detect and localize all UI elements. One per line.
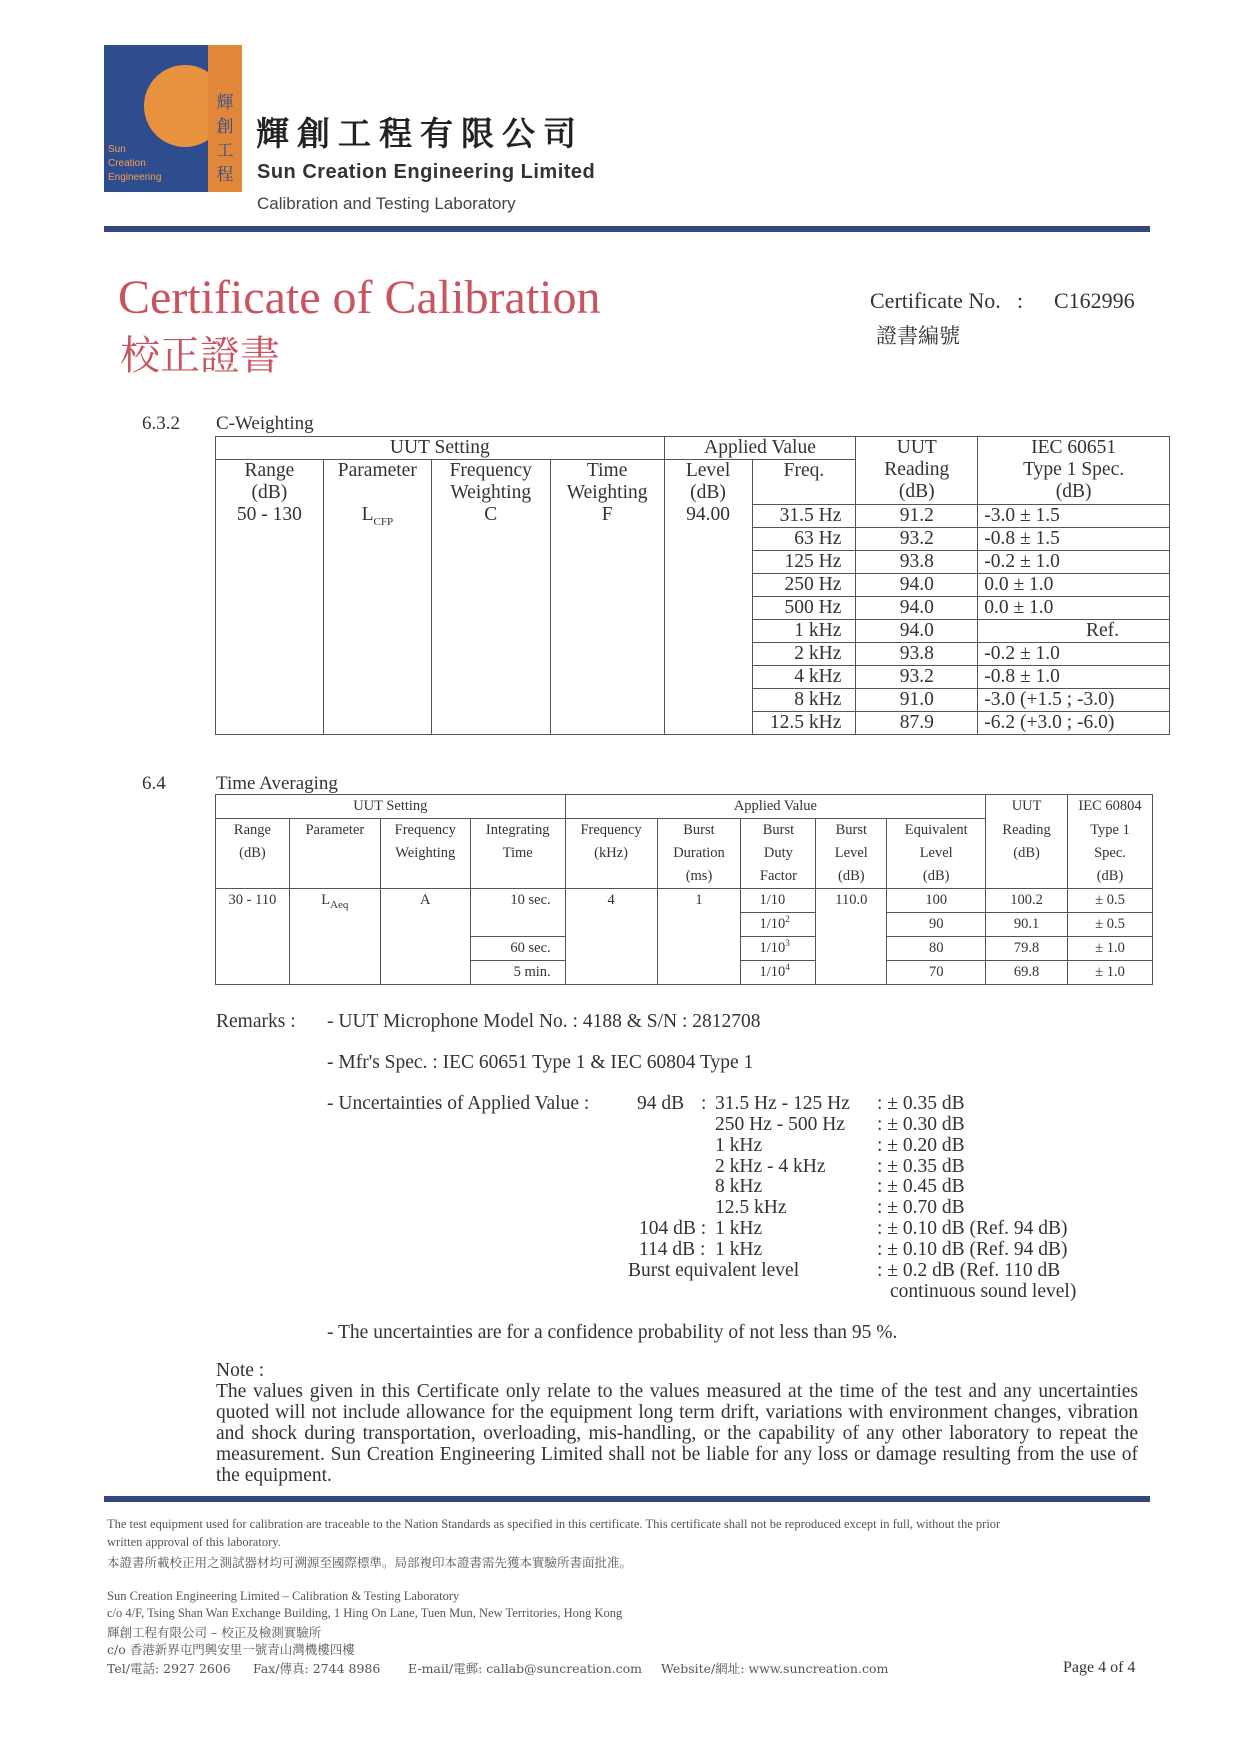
uncertainty-value: : ± 0.20 dB [877, 1135, 965, 1156]
cell-equivalent-level: 100 [887, 889, 986, 913]
logo-english-text: Sun Creation Engineering [108, 144, 162, 183]
uncertainty-range: 1 kHz [715, 1218, 763, 1239]
cell-freq: 12.5 kHz [752, 711, 856, 734]
cell-frequency-weighting: A [380, 889, 470, 985]
cell-equivalent-level: 90 [887, 913, 986, 937]
header-equivalent-level: Equivalent Level (dB) [887, 819, 986, 889]
cell-spec: -0.2 ± 1.0 [978, 642, 1170, 665]
cell-range: 50 - 130 [216, 504, 324, 734]
cell-freq: 1 kHz [752, 619, 856, 642]
section-number: 6.4 [142, 773, 166, 794]
cell-equivalent-level: 80 [887, 937, 986, 961]
company-name-zh: 輝創工程有限公司 [256, 114, 584, 153]
header-frequency-weighting: Frequency Weighting [380, 819, 470, 889]
header-applied-value: Applied Value [565, 795, 986, 819]
page-number: Page 4 of 4 [1063, 1659, 1136, 1676]
footer-tel: Tel/電話: 2927 2606 [107, 1661, 231, 1676]
uncertainty-value: : ± 0.70 dB [877, 1197, 965, 1218]
uncertainty-range: 2 kHz - 4 kHz [715, 1156, 826, 1177]
header-burst-level: Burst Level (dB) [816, 819, 887, 889]
cell-reading: 79.8 [986, 937, 1068, 961]
c-weighting-table [215, 436, 1170, 735]
header-spec: IEC 60651 Type 1 Spec. (dB) [978, 437, 1170, 505]
header-burst-duration: Burst Duration (ms) [657, 819, 741, 889]
footer-website: Website/網址: www.suncreation.com [661, 1661, 889, 1676]
note-label: Note : [216, 1360, 265, 1381]
cell-burst-duty: $1/10^4$ [741, 961, 816, 985]
company-logo [104, 45, 242, 192]
cell-integrating-time: 5 min. [470, 961, 565, 985]
header-parameter: Parameter [289, 819, 380, 889]
cell-freq: 125 Hz [752, 550, 856, 573]
section-title: Time Averaging [216, 773, 338, 794]
cell-range: 30 - 110 [216, 889, 290, 985]
footer-address: Sun Creation Engineering Limited – Calibration & Testing Laboratory [107, 1589, 460, 1603]
cell-spec: 0.0 ± 1.0 [978, 573, 1170, 596]
cell-burst-duty: 1/10 [741, 889, 816, 913]
cell-spec: -0.8 ± 1.5 [978, 527, 1170, 550]
footer-address: c/o 4/F, Tsing Shan Wan Exchange Building, 1 Hing On Lane, Tuen Mun, New Territories, Hong Kong [107, 1606, 623, 1620]
header-frequency-weighting: Frequency Weighting [431, 460, 550, 505]
cell-time-weighting: F [550, 504, 664, 734]
cell-reading: 93.8 [856, 642, 978, 665]
note-body: The values given in this Certificate only relate to the values measured at the time of the test and any uncertainties quoted will not include allowance for the equipment long term drift, variations with environment changes, vibration and shock during transportation, overloading, mis-handling, or the capability of any other laboratory to repeat the measurement. Sun Creation Engineering Limited shall not be liable for any loss or damage resulting from the use of the equipment. [216, 1381, 1138, 1486]
header-uut-setting: UUT Setting [216, 795, 566, 819]
header-uut-reading: UUT Reading (dB) [856, 437, 978, 505]
remark-mfr-spec: - Mfr's Spec. : IEC 60651 Type 1 & IEC 60804 Type 1 [327, 1052, 754, 1073]
uncertainty-value: : ± 0.10 dB (Ref. 94 dB) [877, 1218, 1068, 1239]
cell-freq: 31.5 Hz [752, 504, 856, 527]
cell-parameter: $L_{CFP}$ [323, 504, 431, 734]
cell-reading: 93.2 [856, 665, 978, 688]
uncertainty-sep: : [701, 1093, 707, 1114]
cell-equivalent-level: 70 [887, 961, 986, 985]
footer-divider [104, 1496, 1150, 1502]
cell-burst-duty: $1/10^3$ [741, 937, 816, 961]
footer-address-zh: c/o 香港新界屯門興安里一號青山灣機樓四樓 [107, 1642, 355, 1657]
cell-spec: -3.0 (+1.5 ; -3.0) [978, 688, 1170, 711]
header-applied-value: Applied Value [664, 437, 856, 460]
header-reading: Reading (dB) [986, 819, 1068, 889]
footer-disclaimer: written approval of this laboratory. [107, 1535, 281, 1549]
remark-microphone: - UUT Microphone Model No. : 4188 & S/N : 2812708 [327, 1011, 761, 1032]
cell-frequency-weighting: C [431, 504, 550, 734]
uncertainty-level: 94 dB [637, 1093, 685, 1114]
cell-freq: 500 Hz [752, 596, 856, 619]
footer-fax: Fax/傳真: 2744 8986 [253, 1661, 381, 1676]
header-freq: Freq. [752, 460, 856, 505]
cell-frequency: 4 [565, 889, 657, 985]
cell-spec: 0.0 ± 1.0 [978, 596, 1170, 619]
cell-parameter: $L_{Aeq}$ [289, 889, 380, 985]
cell-freq: 250 Hz [752, 573, 856, 596]
cell-reading: 94.0 [856, 573, 978, 596]
uncertainty-range: 31.5 Hz - 125 Hz [715, 1093, 850, 1114]
footer-email: E-mail/電郵: callab@suncreation.com [408, 1661, 642, 1676]
certificate-number: C162996 [1054, 288, 1135, 313]
cell-spec: ± 0.5 [1068, 913, 1153, 937]
footer-address-zh: 輝創工程有限公司 – 校正及檢測實驗所 [107, 1625, 322, 1640]
cell-reading: 69.8 [986, 961, 1068, 985]
lab-name: Calibration and Testing Laboratory [257, 194, 516, 213]
header-time-weighting: Time Weighting [550, 460, 664, 505]
footer-disclaimer: The test equipment used for calibration are traceable to the Nation Standards as specified in this certificate. This certificate shall not be reproduced except in full, without the prior [107, 1517, 1001, 1531]
section-title: C-Weighting [216, 413, 314, 434]
uncertainty-value: : ± 0.35 dB [877, 1093, 965, 1114]
cell-reading: 90.1 [986, 913, 1068, 937]
uncertainty-value: : ± 0.10 dB (Ref. 94 dB) [877, 1239, 1068, 1260]
header-range: Range (dB) [216, 819, 290, 889]
uncertainty-level: 104 dB : [639, 1218, 707, 1239]
cell-spec: Ref. [978, 619, 1170, 642]
header-uut: UUT [986, 795, 1068, 819]
header-parameter: Parameter [323, 460, 431, 505]
certificate-number-label: Certificate No. [870, 288, 1001, 313]
cell-burst-level: 110.0 [816, 889, 887, 985]
cell-freq: 63 Hz [752, 527, 856, 550]
cell-spec: ± 0.5 [1068, 889, 1153, 913]
uncertainty-level: 114 dB : [639, 1239, 706, 1260]
cell-reading: 100.2 [986, 889, 1068, 913]
uncertainty-range: 1 kHz [715, 1135, 763, 1156]
uncertainty-value: : ± 0.35 dB [877, 1156, 965, 1177]
remarks-label: Remarks : [216, 1011, 296, 1032]
header-frequency: Frequency (kHz) [565, 819, 657, 889]
time-averaging-table [215, 794, 1153, 985]
header-integrating-time: Integrating Time [470, 819, 565, 889]
section-number: 6.3.2 [142, 413, 180, 434]
remark-uncertainties-label: - Uncertainties of Applied Value : [327, 1093, 590, 1114]
uncertainty-value: : ± 0.2 dB (Ref. 110 dB [877, 1260, 1061, 1281]
cell-spec: -3.0 ± 1.5 [978, 504, 1170, 527]
cell-integrating-time: 10 sec. [470, 889, 565, 937]
cell-freq: 2 kHz [752, 642, 856, 665]
cell-reading: 93.2 [856, 527, 978, 550]
uncertainty-range: 1 kHz [715, 1239, 763, 1260]
header-spec: IEC 60804 [1068, 795, 1153, 819]
cell-reading: 91.2 [856, 504, 978, 527]
cell-reading: 94.0 [856, 619, 978, 642]
uncertainty-value: : ± 0.30 dB [877, 1114, 965, 1135]
header-uut-setting: UUT Setting [216, 437, 665, 460]
cell-burst-duration: 1 [657, 889, 741, 985]
header-spec-type: Type 1 Spec. (dB) [1068, 819, 1153, 889]
remark-confidence: - The uncertainties are for a confidence probability of not less than 95 %. [327, 1322, 898, 1343]
cell-spec: -0.8 ± 1.0 [978, 665, 1170, 688]
cell-burst-duty: $1/10^2$ [741, 913, 816, 937]
cell-reading: 93.8 [856, 550, 978, 573]
certificate-title-zh: 校正證書 [120, 333, 280, 379]
cell-spec: -0.2 ± 1.0 [978, 550, 1170, 573]
cell-freq: 8 kHz [752, 688, 856, 711]
cell-reading: 87.9 [856, 711, 978, 734]
certificate-title: Certificate of Calibration [118, 271, 601, 324]
certificate-number-label-zh: 證書編號 [876, 324, 960, 348]
footer-disclaimer-zh: 本證書所載校正用之測試器材均可溯源至國際標準。局部複印本證書需先獲本實驗所書面批准。 [107, 1555, 633, 1570]
header-divider [104, 226, 1150, 232]
cell-reading: 91.0 [856, 688, 978, 711]
company-name-en: Sun Creation Engineering Limited [257, 161, 596, 183]
uncertainty-value: continuous sound level) [890, 1281, 1077, 1302]
uncertainty-range: 8 kHz [715, 1176, 763, 1197]
cell-spec: ± 1.0 [1068, 961, 1153, 985]
cell-spec: ± 1.0 [1068, 937, 1153, 961]
uncertainty-range: 12.5 kHz [715, 1197, 787, 1218]
uncertainty-level: Burst equivalent level [628, 1260, 800, 1281]
logo-chinese-text: 輝 創 工 程 [216, 93, 234, 185]
cell-integrating-time: 60 sec. [470, 937, 565, 961]
uncertainty-value: : ± 0.45 dB [877, 1176, 965, 1197]
uncertainty-range: 250 Hz - 500 Hz [715, 1114, 845, 1135]
header-burst-duty: Burst Duty Factor [741, 819, 816, 889]
cell-reading: 94.0 [856, 596, 978, 619]
header-range: Range (dB) [216, 460, 324, 505]
cell-freq: 4 kHz [752, 665, 856, 688]
cell-spec: -6.2 (+3.0 ; -6.0) [978, 711, 1170, 734]
cell-level: 94.00 [664, 504, 752, 734]
certificate-number-colon: : [1017, 288, 1024, 313]
header-level: Level (dB) [664, 460, 752, 505]
table-row [216, 889, 1153, 913]
